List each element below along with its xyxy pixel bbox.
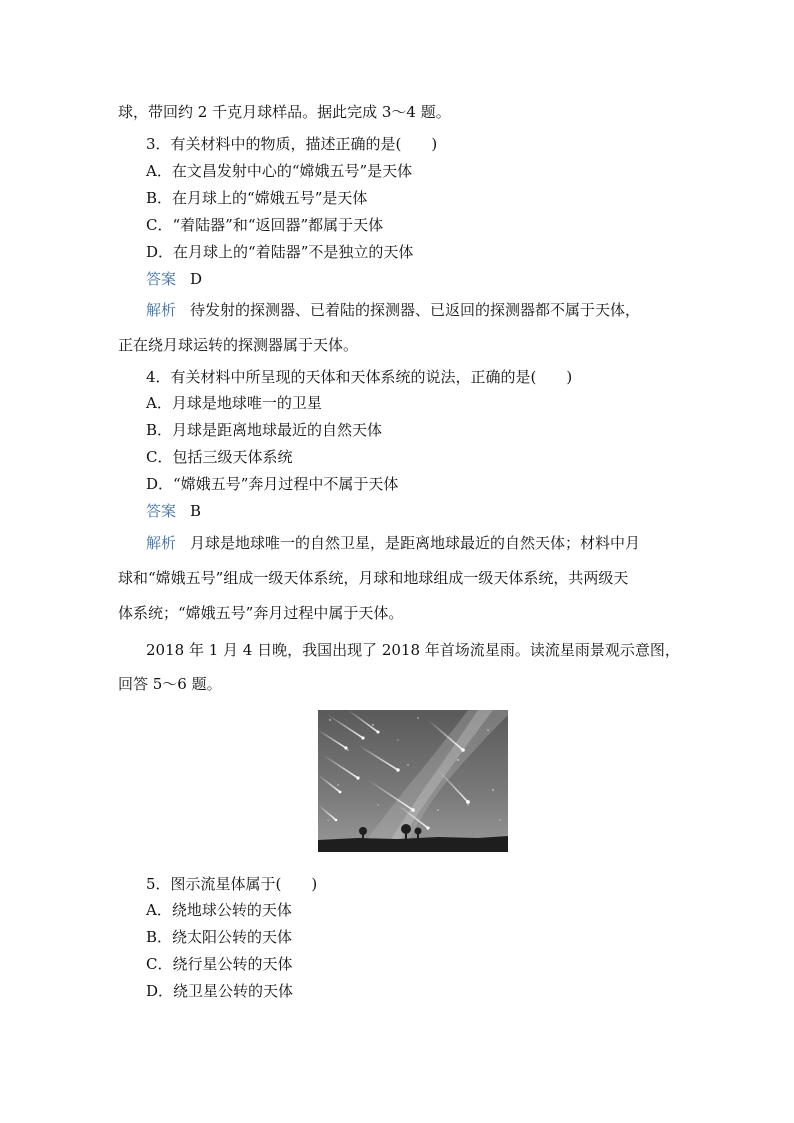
question-3-analysis <box>146 300 640 320</box>
answer-value: B <box>190 502 202 520</box>
intro2-text-cont: 回答 5～6 题。 <box>118 675 222 693</box>
question-5-stem: 5．图示流星体属于( ) <box>146 875 318 893</box>
question-4-stem: 4．有关材料中所呈现的天体和天体系统的说法，正确的是( ) <box>146 368 573 386</box>
question-4-option-a: A．月球是地球唯一的卫星 <box>146 394 322 412</box>
question-4-option-c: C．包括三级天体系统 <box>146 448 293 466</box>
intro2-text: 2018 年 1 月 4 日晚，我国出现了 2018 年首场流星雨。读流星雨景观示意图， <box>146 641 680 659</box>
question-4-answer <box>146 501 201 521</box>
question-4-analysis-cont: 球和“嫦娥五号”组成一级天体系统，月球和地球组成一级天体系统，共两级天 <box>118 569 629 587</box>
meteor-shower-photo <box>318 710 508 852</box>
question-3-option-a: A．在文昌发射中心的“嫦娥五号”是天体 <box>146 162 413 180</box>
question-4-option-d: D．“嫦娥五号”奔月过程中不属于天体 <box>146 475 399 493</box>
answer-label: 答案 <box>146 502 177 520</box>
question-4-option-b: B．月球是距离地球最近的自然天体 <box>146 421 383 439</box>
answer-value: D <box>190 270 203 288</box>
question-5-option-d: D．绕卫星公转的天体 <box>146 982 294 1000</box>
analysis-label: 解析 <box>146 534 177 552</box>
question-3-stem: 3．有关材料中的物质，描述正确的是( ) <box>146 135 438 153</box>
question-4-analysis <box>146 533 640 553</box>
question-3-answer <box>146 269 202 289</box>
intro-text-tail: 球，带回约 2 千克月球样品。据此完成 3～4 题。 <box>118 103 451 121</box>
question-3-option-c: C．“着陆器”和“返回器”都属于天体 <box>146 216 384 234</box>
question-5-option-c: C．绕行星公转的天体 <box>146 955 293 973</box>
analysis-text: 待发射的探测器、已着陆的探测器、已返回的探测器都不属于天体， <box>190 301 641 319</box>
question-4-analysis-cont-2: 体系统；“嫦娥五号”奔月过程中属于天体。 <box>118 604 404 622</box>
question-3-option-d: D．在月球上的“着陆器”不是独立的天体 <box>146 243 414 261</box>
question-3-option-b: B．在月球上的“嫦娥五号”是天体 <box>146 189 368 207</box>
question-5-option-a: A．绕地球公转的天体 <box>146 901 292 919</box>
answer-label: 答案 <box>146 270 177 288</box>
question-3-analysis-cont: 正在绕月球运转的探测器属于天体。 <box>118 336 359 354</box>
question-5-option-b: B．绕太阳公转的天体 <box>146 928 293 946</box>
analysis-label: 解析 <box>146 301 177 319</box>
analysis-text: 月球是地球唯一的自然卫星，是距离地球最近的自然天体；材料中月 <box>190 534 641 552</box>
